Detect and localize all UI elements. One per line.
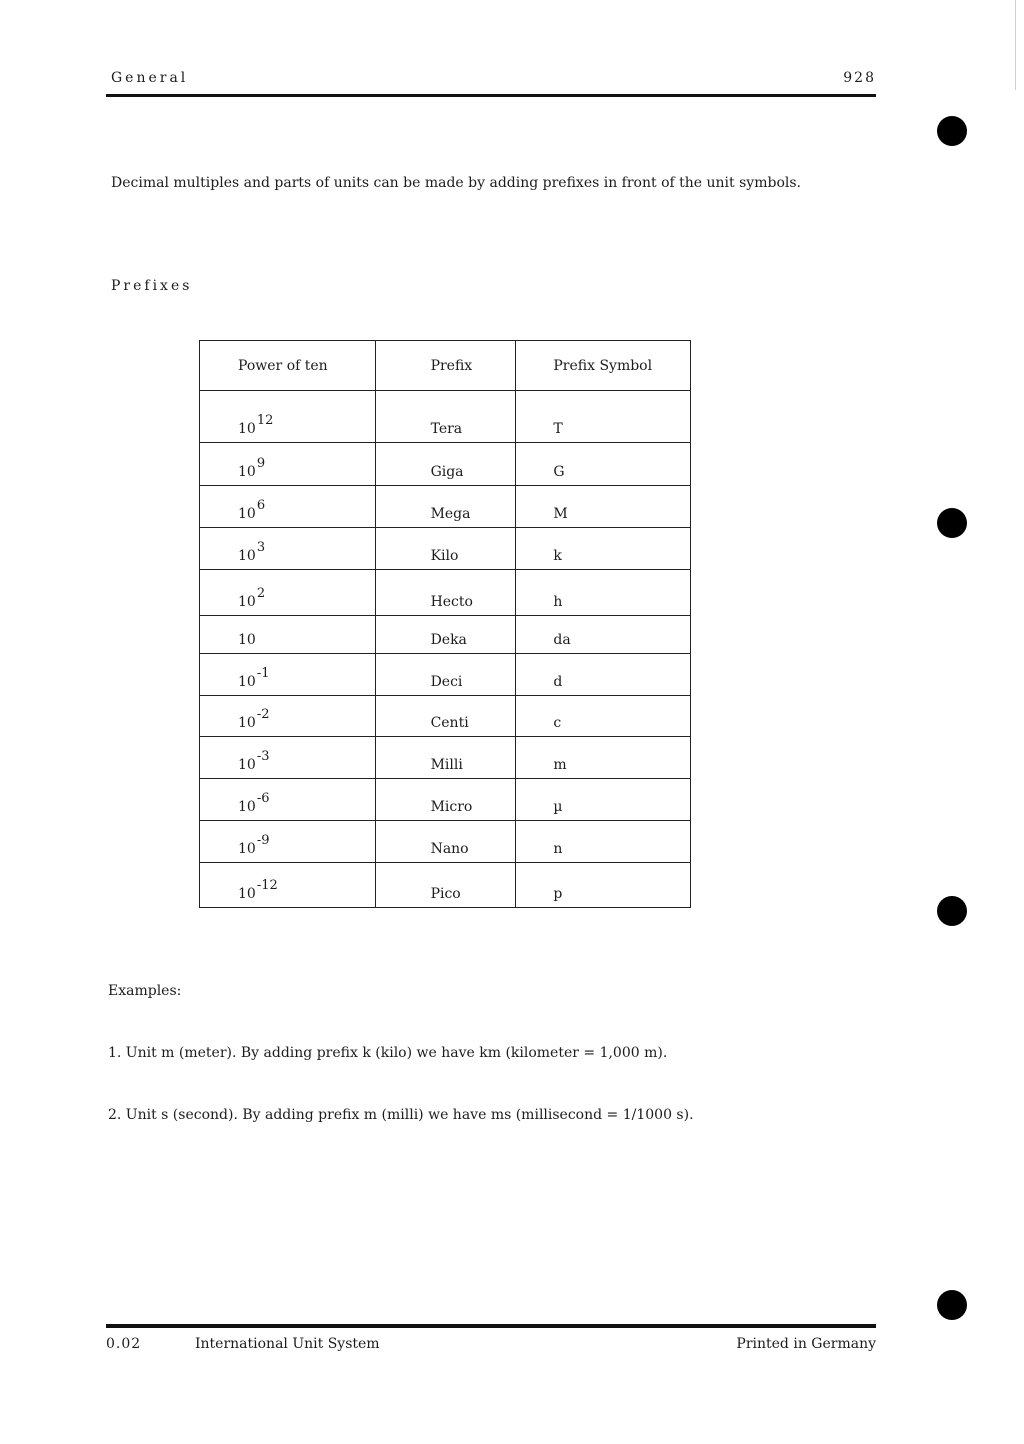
column-header-power: Power of ten <box>200 341 376 391</box>
power-cell <box>200 391 376 443</box>
table-row <box>200 654 691 696</box>
power-exponent: -3 <box>256 749 270 764</box>
power-exponent: -1 <box>256 666 270 681</box>
prefix-cell: Hecto <box>375 570 516 616</box>
power-cell <box>200 570 376 616</box>
footer-code: 0.02 <box>106 1336 142 1352</box>
example-item: 1. Unit m (meter). By adding prefix k (kilo) we have km (kilometer = 1,000 m). <box>108 1045 668 1061</box>
power-cell <box>200 863 376 908</box>
examples-heading: Examples: <box>108 983 182 999</box>
power-exponent: -2 <box>256 707 270 722</box>
example-item: 2. Unit s (second). By adding prefix m (milli) we have ms (millisecond = 1/1000 s). <box>108 1107 694 1123</box>
punch-hole <box>937 1290 967 1320</box>
symbol-cell: m <box>516 737 691 779</box>
punch-hole <box>937 116 967 146</box>
punch-hole <box>937 508 967 538</box>
header-rule <box>106 94 876 97</box>
intro-paragraph: Decimal multiples and parts of units can be made by adding prefixes in front of the unit symbols. <box>111 175 801 191</box>
prefix-cell: Tera <box>375 391 516 443</box>
table-row <box>200 443 691 486</box>
power-exponent: -12 <box>256 878 278 893</box>
symbol-cell: M <box>516 486 691 528</box>
table-row <box>200 616 691 654</box>
symbol-cell: da <box>516 616 691 654</box>
power-cell <box>200 737 376 779</box>
prefix-cell: Milli <box>375 737 516 779</box>
symbol-cell: T <box>516 391 691 443</box>
power-base: 10 <box>238 548 256 564</box>
symbol-cell: p <box>516 863 691 908</box>
table-row <box>200 779 691 821</box>
table-row <box>200 528 691 570</box>
prefix-cell: Nano <box>375 821 516 863</box>
column-header-prefix: Prefix <box>375 341 516 391</box>
power-cell <box>200 696 376 737</box>
table-row <box>200 696 691 737</box>
power-base: 10 <box>238 715 256 731</box>
power-base: 10 <box>238 799 256 815</box>
prefix-cell: Micro <box>375 779 516 821</box>
power-base: 10 <box>238 632 256 648</box>
power-base: 10 <box>238 886 256 902</box>
power-base: 10 <box>238 421 256 437</box>
power-exponent: 3 <box>256 540 266 555</box>
power-base: 10 <box>238 757 256 773</box>
power-base: 10 <box>238 674 256 690</box>
power-cell <box>200 528 376 570</box>
symbol-cell: n <box>516 821 691 863</box>
table-row <box>200 486 691 528</box>
power-cell <box>200 486 376 528</box>
table-row <box>200 570 691 616</box>
power-exponent: -9 <box>256 833 270 848</box>
power-base: 10 <box>238 594 256 610</box>
table-row <box>200 863 691 908</box>
prefix-cell: Giga <box>375 443 516 486</box>
prefix-cell: Pico <box>375 863 516 908</box>
table-row <box>200 737 691 779</box>
header-page-number: 928 <box>843 70 876 86</box>
power-base: 10 <box>238 841 256 857</box>
symbol-cell: d <box>516 654 691 696</box>
power-cell <box>200 654 376 696</box>
power-exponent: 2 <box>256 586 266 601</box>
power-cell <box>200 821 376 863</box>
power-cell <box>200 779 376 821</box>
prefix-table <box>199 340 691 908</box>
power-exponent: 6 <box>256 498 266 513</box>
power-base: 10 <box>238 506 256 522</box>
prefix-cell: Deka <box>375 616 516 654</box>
page-edge-mark <box>1015 0 1016 90</box>
power-exponent: -6 <box>256 791 270 806</box>
footer-note: Printed in Germany <box>736 1336 876 1352</box>
header-section-title: General <box>111 70 189 86</box>
table-row <box>200 391 691 443</box>
prefix-cell: Centi <box>375 696 516 737</box>
symbol-cell: G <box>516 443 691 486</box>
power-cell <box>200 616 376 654</box>
power-exponent: 12 <box>256 413 274 428</box>
prefix-cell: Mega <box>375 486 516 528</box>
symbol-cell: µ <box>516 779 691 821</box>
symbol-cell: k <box>516 528 691 570</box>
punch-hole <box>937 896 967 926</box>
prefix-cell: Deci <box>375 654 516 696</box>
power-exponent: 9 <box>256 456 266 471</box>
power-cell <box>200 443 376 486</box>
table-row <box>200 821 691 863</box>
prefixes-heading: Prefixes <box>111 278 193 294</box>
prefix-cell: Kilo <box>375 528 516 570</box>
table-header-row <box>200 341 691 391</box>
column-header-symbol: Prefix Symbol <box>516 341 691 391</box>
footer-rule <box>106 1324 876 1328</box>
symbol-cell: c <box>516 696 691 737</box>
symbol-cell: h <box>516 570 691 616</box>
power-base: 10 <box>238 464 256 480</box>
footer-title: International Unit System <box>195 1336 380 1352</box>
